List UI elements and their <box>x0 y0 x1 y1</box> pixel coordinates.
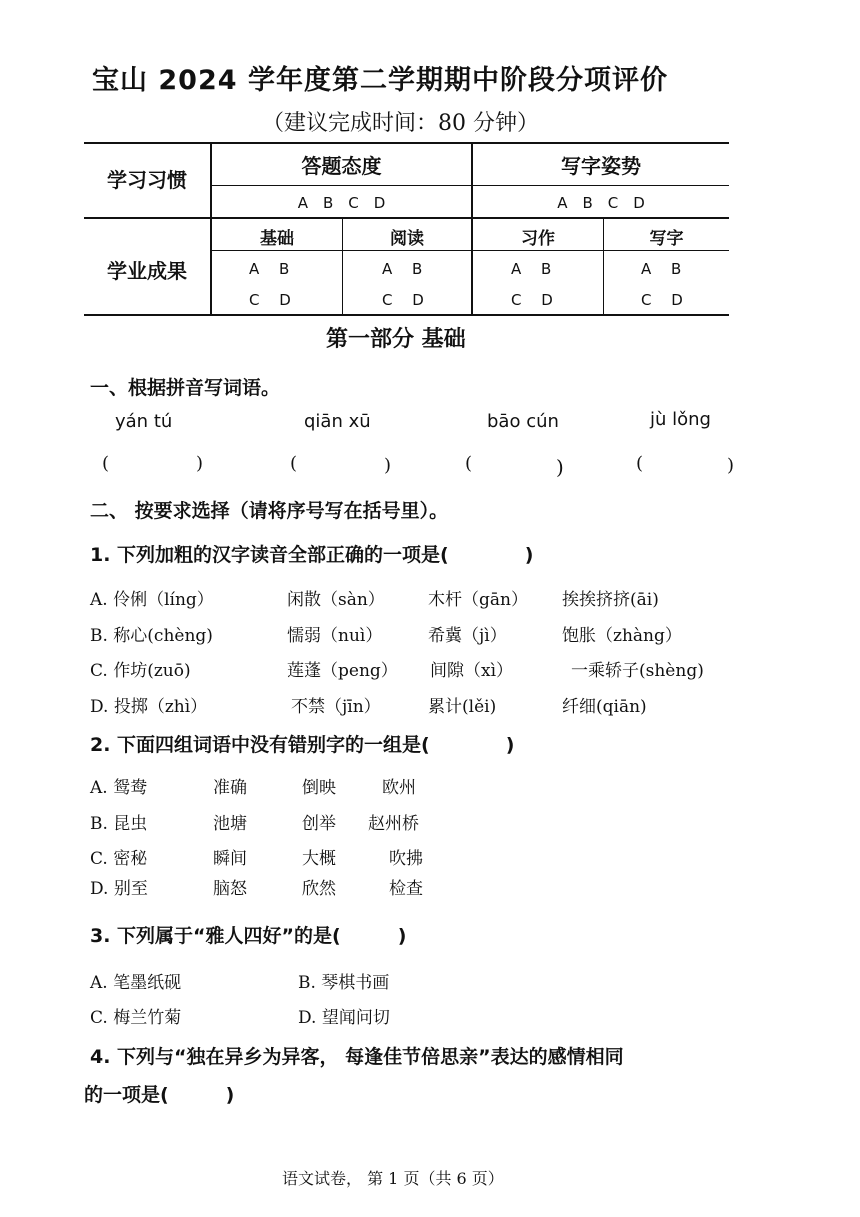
option-item: D. 投掷（zhì） <box>90 697 208 717</box>
answer-blank-open: ( <box>636 453 644 474</box>
grade-options: C D <box>511 291 553 309</box>
part-heading: 第一部分 基础 <box>326 327 466 352</box>
question-stem: 3. 下列属于“雅人四好”的是( ) <box>90 925 407 947</box>
answer-blank-open: ( <box>102 453 110 474</box>
option-item: 闲散（sàn） <box>287 590 385 610</box>
row-label-habits: 学习习惯 <box>107 168 187 192</box>
page-title: 宝山 2024 学年度第二学期期中阶段分项评价 <box>92 65 668 96</box>
answer-blank-close: ) <box>384 455 392 476</box>
option-item: 创举 <box>302 814 336 834</box>
col-label-handwriting: 写字 <box>649 229 684 249</box>
grade-options: A B <box>382 260 423 278</box>
answer-blank-close: ) <box>556 455 564 479</box>
question-stem-continued: 的一项是( ) <box>84 1084 235 1106</box>
question-stem: 4. 下列与“独在异乡为异客， 每逢佳节倍思亲”表达的感情相同 <box>90 1046 624 1068</box>
col-label-reading: 阅读 <box>390 229 424 249</box>
page-subtitle: （建议完成时间：80 分钟） <box>262 111 539 136</box>
option-item: 间隙（xì） <box>430 661 514 681</box>
option-item: 饱胀（zhàng） <box>562 626 682 646</box>
option-item: D. 别至 <box>90 879 148 899</box>
option-item: 赵州桥 <box>368 814 419 834</box>
option-item: 瞬间 <box>213 849 247 869</box>
option-item: D. 望闻问切 <box>298 1008 390 1028</box>
grade-options: A B C D <box>557 194 645 212</box>
option-item: A. 笔墨纸砚 <box>90 973 182 993</box>
answer-blank-open: ( <box>290 453 298 474</box>
option-item: B. 称心(chèng) <box>90 626 213 646</box>
question-stem: 2. 下面四组词语中没有错别字的一组是( ) <box>90 734 515 756</box>
grade-options: A B <box>249 260 290 278</box>
option-item: 不禁（jīn） <box>291 697 381 717</box>
option-item: C. 作坊(zuō) <box>90 661 191 681</box>
grade-options: C D <box>641 291 683 309</box>
option-item: 纤细(qiān) <box>562 697 647 717</box>
col-label-writing-posture: 写字姿势 <box>561 154 641 178</box>
option-item: 一乘轿子(shèng) <box>571 661 704 681</box>
option-item: 希冀（jì） <box>428 626 507 646</box>
pinyin-prompt: bāo cún <box>487 411 559 432</box>
option-item: 累计(lěi) <box>428 697 497 717</box>
option-item: 挨挨挤挤(āi) <box>562 590 659 610</box>
pinyin-prompt: jù lǒng <box>650 409 711 430</box>
section-heading: 二、 按要求选择（请将序号写在括号里）。 <box>90 500 449 522</box>
option-item: 准确 <box>213 778 247 798</box>
option-item: C. 密秘 <box>90 849 148 869</box>
option-item: 大概 <box>302 849 336 869</box>
option-item: 欣然 <box>302 879 336 899</box>
option-item: 检查 <box>389 879 423 899</box>
row-label-results: 学业成果 <box>107 259 187 283</box>
col-label-writing: 习作 <box>521 229 555 249</box>
answer-blank-close: ) <box>196 453 204 474</box>
col-label-answer-attitude: 答题态度 <box>301 154 382 178</box>
page-footer: 语文试卷， 第 1 页（共 6 页） <box>282 1169 504 1188</box>
question-stem: 1. 下列加粗的汉字读音全部正确的一项是( ) <box>90 544 534 566</box>
option-item: 池塘 <box>213 814 247 834</box>
option-item: 木杆（gān） <box>428 590 528 610</box>
pinyin-prompt: qiān xū <box>304 411 371 432</box>
option-item: 莲蓬（peng） <box>287 661 398 681</box>
grade-options: C D <box>382 291 424 309</box>
col-label-basics: 基础 <box>260 229 294 249</box>
grade-options: A B <box>641 260 682 278</box>
option-item: A. 鸳鸯 <box>90 778 148 798</box>
grade-options: C D <box>249 291 291 309</box>
option-item: A. 伶俐（líng） <box>90 590 214 610</box>
option-item: C. 梅兰竹菊 <box>90 1008 182 1028</box>
option-item: 倒映 <box>302 778 336 798</box>
grade-options: A B C D <box>297 194 386 212</box>
answer-blank-open: ( <box>465 453 473 474</box>
option-item: 欧州 <box>382 778 416 798</box>
grade-options: A B <box>511 260 552 278</box>
option-item: B. 琴棋书画 <box>298 973 390 993</box>
pinyin-prompt: yán tú <box>115 411 173 432</box>
option-item: B. 昆虫 <box>90 814 148 834</box>
option-item: 吹拂 <box>389 849 423 869</box>
answer-blank-close: ) <box>727 455 735 476</box>
section-heading: 一、根据拼音写词语。 <box>90 377 281 399</box>
option-item: 懦弱（nuì） <box>287 626 383 646</box>
option-item: 脑怒 <box>213 879 247 899</box>
